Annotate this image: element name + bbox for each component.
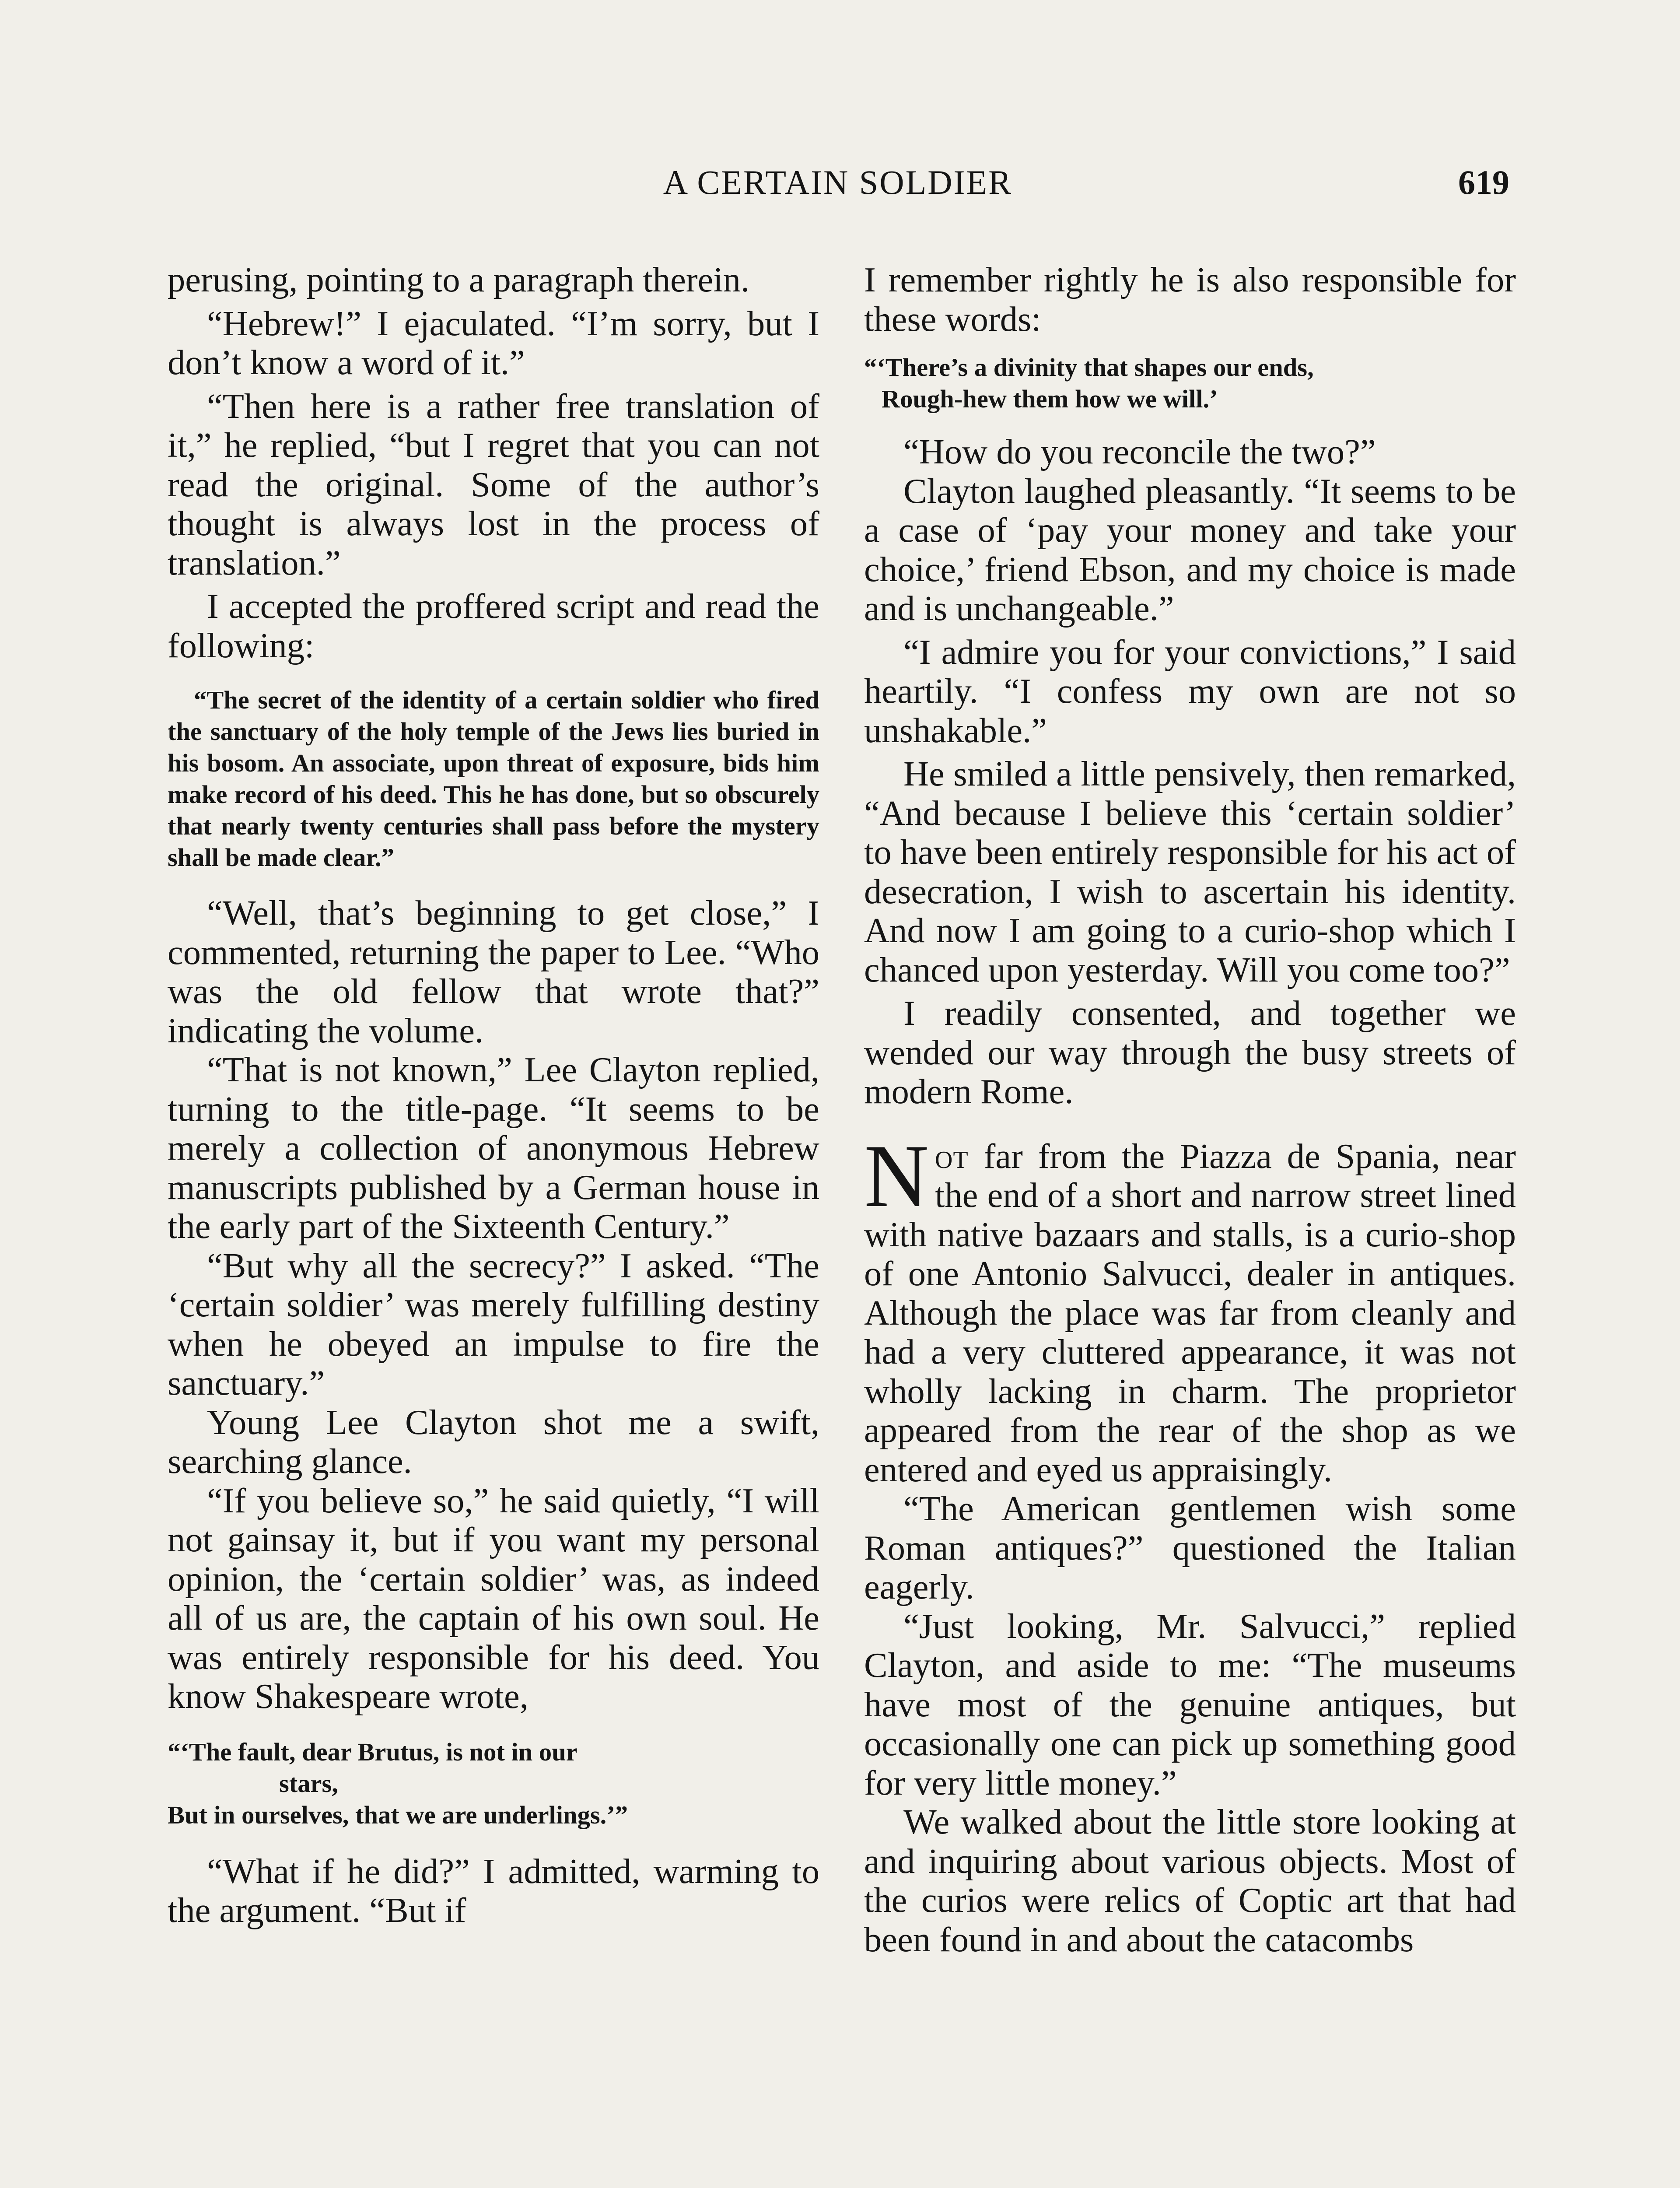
drop-cap: N <box>864 1126 929 1226</box>
paragraph-text: far from the Piazza de Spania, near the end of a short and narrow street lined with native bazaars and stalls, is a curio-shop of one Antonio Salvucci, dealer in antiques. Although the place was far from cleanly and had a very cluttered appearance, it was not wholly lacking in charm. The proprietor appeared from the rear of the shop as we entered and eyed us appraisingly. <box>864 1136 1516 1489</box>
paragraph: “The American gentlemen wish some Roman antiques?” questioned the Italian eagerly. <box>864 1489 1516 1606</box>
drop-cap-paragraph <box>864 1126 1516 1490</box>
verse-line: Rough-hew them how we will.’ <box>882 385 1218 413</box>
verse-quote <box>864 352 1516 415</box>
small-caps-lead: ot <box>935 1136 969 1176</box>
paragraph: “What if he did?” I admitted, warming to the argument. “But if <box>168 1851 819 1930</box>
paragraph: He smiled a little pensively, then remarked, “And because I believe this ‘certain soldier’ to have been entirely responsible for his act of desecration, I wish to ascertain his identity. And now I am going to a curio-shop which I chanced upon yesterday. Will you come too?” <box>864 754 1516 989</box>
paragraph: “Just looking, Mr. Salvucci,” replied Clayton, and aside to me: “The museums have most of the genuine antiques, but occasionally one can pick up something good for very little money.” <box>864 1606 1516 1802</box>
verse-quote <box>168 1736 819 1831</box>
verse-line: But in ourselves, that we are underlings.’” <box>168 1800 628 1829</box>
paragraph: “Well, that’s beginning to get close,” I commented, returning the paper to Lee. “Who was the old fellow that wrote that?” indicating the volume. <box>168 894 819 1050</box>
verse-line: “‘There’s a divinity that shapes our ends, <box>864 353 1314 382</box>
block-quote: “The secret of the identity of a certain soldier who fired the sanctuary of the holy temple of the Jews lies buried in his bosom. An associate, upon threat of exposure, bids him make record of his deed. This he has done, but so obscurely that nearly twenty centuries shall pass before the mystery shall be made clear.” <box>168 686 819 872</box>
paragraph: We walked about the little store looking at and inquiring about various objects. Most of the curios were relics of Coptic art that had been found in and about the catacombs <box>864 1802 1516 1959</box>
running-header <box>166 163 1509 211</box>
paragraph: “If you believe so,” he said quietly, “I will not gainsay it, but if you want my personal opinion, the ‘certain soldier’ was, as indeed all of us are, the captain of his own soul. He was entirely responsible for his deed. You know Shakespeare wrote, <box>168 1481 819 1716</box>
paragraph: Clayton laughed pleasantly. “It seems to be a case of ‘pay your money and take your choice,’ friend Ebson, and my choice is made and is unchangeable.” <box>864 471 1516 628</box>
paragraph: I remember rightly he is also responsible for these words: <box>864 260 1516 339</box>
page-number: 619 <box>1458 163 1509 201</box>
paragraph: I readily consented, and together we wended our way through the busy streets of modern Rome. <box>864 994 1516 1111</box>
left-column <box>168 260 819 1930</box>
paragraph: “How do you reconcile the two?” <box>903 432 1376 471</box>
paragraph: “That is not known,” Lee Clayton replied, turning to the title-page. “It seems to be merely a collection of anonymous Hebrew manuscripts published by a German house in the early part of the Sixteenth Century.” <box>168 1050 819 1246</box>
right-column <box>864 260 1516 1959</box>
paragraph: “But why all the secrecy?” I asked. “The ‘certain soldier’ was merely fulfilling destiny when he obeyed an impulse to fire the sanctuary.” <box>168 1246 819 1403</box>
paragraph: Young Lee Clayton shot me a swift, searching glance. <box>168 1403 819 1481</box>
paragraph: “Then here is a rather free translation of it,” he replied, “but I regret that you can not read the original. Some of the author’s thought is always lost in the process of translation.” <box>168 386 819 582</box>
paragraph: perusing, pointing to a paragraph therein. <box>168 260 750 299</box>
paragraph: “Hebrew!” I ejaculated. “I’m sorry, but I don’t know a word of it.” <box>168 304 819 382</box>
paragraph: “I admire you for your convictions,” I said heartily. “I confess my own are not so unshakable.” <box>864 632 1516 750</box>
verse-line: stars, <box>279 1769 338 1798</box>
running-title: A CERTAIN SOLDIER <box>663 163 1013 201</box>
section-break <box>864 1112 1516 1137</box>
verse-line: “‘The fault, dear Brutus, is not in our <box>168 1737 578 1766</box>
paragraph: I accepted the proffered script and read the following: <box>168 587 819 665</box>
